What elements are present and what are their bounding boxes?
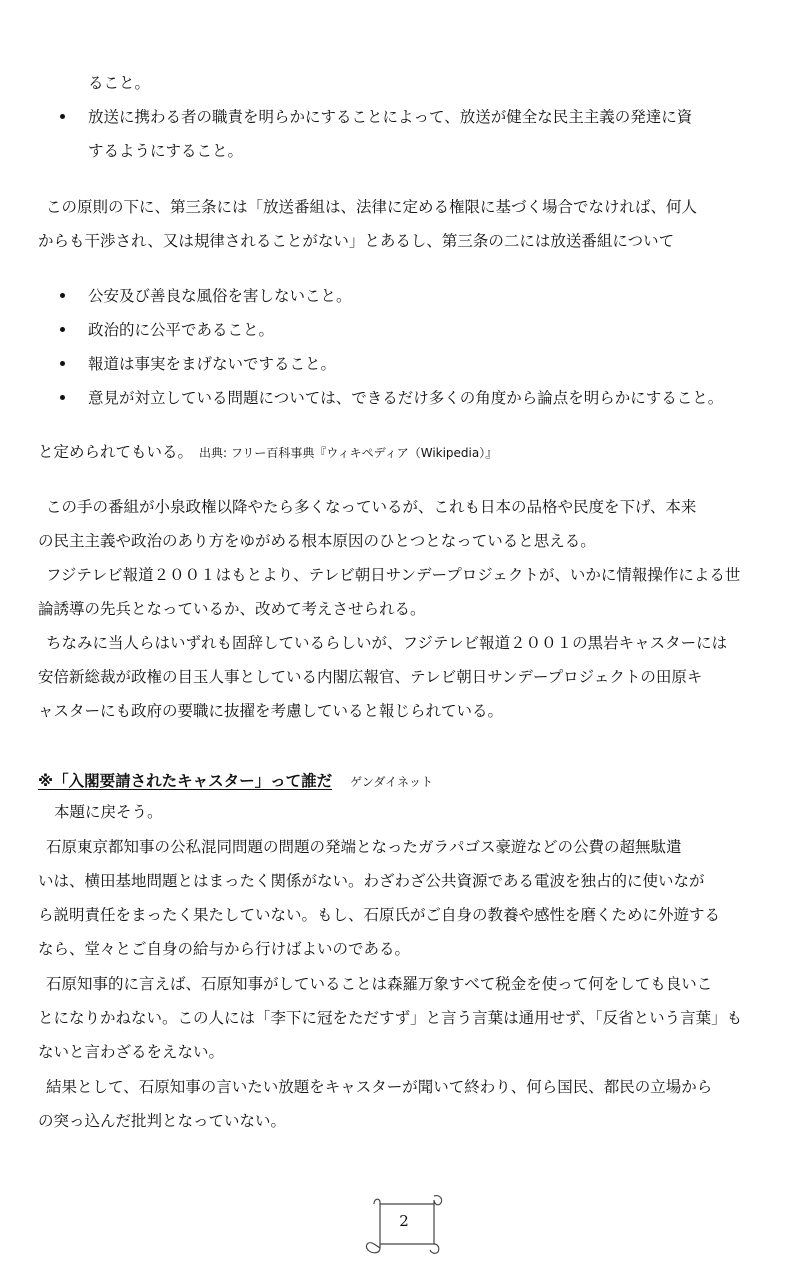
list-item-text: 政治的に公平であること。 [88, 321, 275, 339]
text-line: ないと言わざるをえない。 [38, 1043, 225, 1061]
text-line: ちなみに当人らはいずれも固辞しているらしいが、フジテレビ報道２００１の黒岩キャスターには [46, 634, 728, 652]
text-line: ること。 [88, 74, 151, 92]
text-line: この原則の下に、第三条には「放送番組は、法律に定める権限に基づく場合でなければ、何人 [46, 198, 698, 216]
section-heading [38, 770, 768, 793]
bullet-icon [60, 293, 65, 298]
text-line: ャスターにも政府の要職に抜擢を考慮していると報じられている。 [38, 702, 504, 720]
text-line: 石原知事的に言えば、石原知事がしていることは森羅万象すべて税金を使って何をしても良いこ [46, 975, 713, 993]
text-line: この手の番組が小泉政権以降やたら多くなっているが、これも日本の品格や民度を下げ、本来 [46, 498, 697, 516]
text-line: なら、堂々とご自身の給与から行けばよいのである。 [38, 940, 411, 958]
page-number-scroll [362, 1192, 446, 1256]
text-line: の突っ込んだ批判となっていない。 [38, 1112, 287, 1130]
bullet-icon [60, 361, 65, 366]
text-line: からも干渉され、又は規律されることがない」とあるし、第三条の二には放送番組について [38, 232, 675, 250]
source-line [38, 441, 768, 464]
text-line: フジテレビ報道２００１はもとより、テレビ朝日サンデープロジェクトが、いかに情報操作による世 [46, 566, 741, 584]
text-line: 石原東京都知事の公私混同問題の問題の発端となったガラパゴス豪遊などの公費の超無駄遣 [46, 838, 682, 856]
text-line: いは、横田基地問題とはまったく関係がない。わざわざ公共資源である電波を独占的に使いなが [38, 872, 705, 890]
list-item-text: 公安及び善良な風俗を害しないこと。 [88, 287, 352, 305]
citation: 出典: フリー百科事典『ウィキペディア（Wikipedia）』 [199, 446, 498, 460]
list-item-text: 放送に携わる者の職責を明らかにすることによって、放送が健全な民主主義の発達に資 [88, 108, 693, 126]
page-number: 2 [399, 1212, 409, 1230]
text-line: の民主主義や政治のあり方をゆがめる根本原因のひとつとなっていると思える。 [38, 532, 596, 550]
heading-source: ゲンダイネット [350, 775, 433, 789]
text-line: とになりかねない。この人には「李下に冠をただすず」と言う言葉は通用せず、「反省という言葉」も [38, 1009, 743, 1027]
text-line: 本題に戻そう。 [54, 803, 163, 821]
list-item-text: 報道は事実をまげないですること。 [88, 355, 337, 373]
heading-title: ※「入閣要請されたキャスター」って誰だ [38, 772, 333, 790]
bullet-icon [60, 395, 65, 400]
bullet-icon [60, 327, 65, 332]
bullet-icon [60, 114, 65, 119]
source-line-text: と定められてもいる。 [38, 443, 194, 461]
list-item-text: 意見が対立している問題については、できるだけ多くの角度から論点を明らかにすること。 [88, 389, 724, 407]
text-line: 安倍新総裁が政権の目玉人事としている内閣広報官、テレビ朝日サンデープロジェクトの田原キ [38, 668, 703, 686]
text-line: するようにすること。 [88, 142, 244, 160]
text-line: 結果として、石原知事の言いたい放題をキャスターが聞いて終わり、何ら国民、都民の立場から [46, 1078, 713, 1096]
text-line: 論誘導の先兵となっているか、改めて考えさせられる。 [38, 600, 426, 618]
text-line: ら説明責任をまったく果たしていない。もし、石原氏がご自身の教養や感性を磨くために外遊する [38, 906, 721, 924]
